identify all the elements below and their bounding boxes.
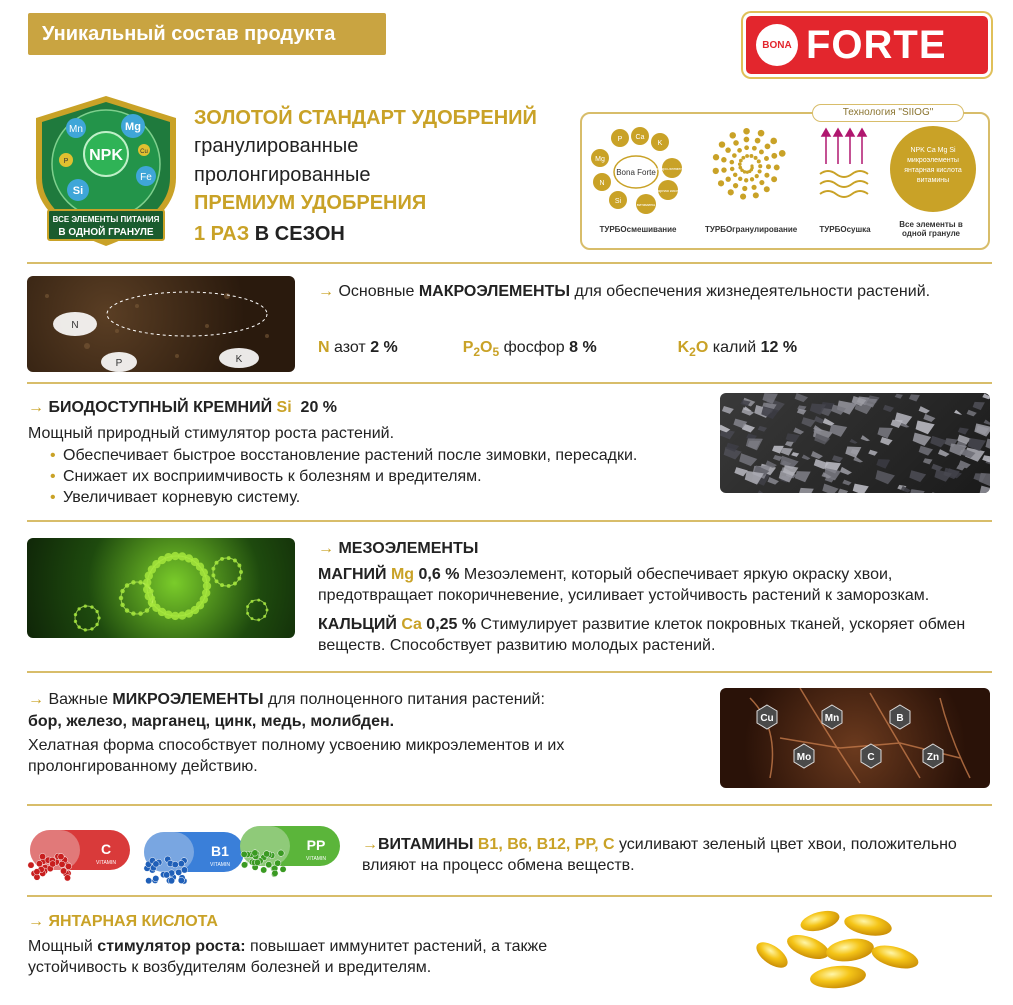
divider [27, 262, 992, 264]
macro-values [318, 337, 978, 363]
silicon-description: Мощный природный стимулятор роста растений. [28, 425, 395, 442]
divider [27, 895, 992, 897]
svg-text:Mg: Mg [125, 121, 141, 133]
svg-text:Fe: Fe [140, 172, 152, 183]
hex-mn [822, 705, 842, 729]
vitamins-text: →ВИТАМИНЫ B1, B6, B12, PP, C усиливают зеленый цвет хвои, положительно влияют на процесс обмена веществ. [362, 836, 957, 874]
divider [27, 804, 992, 806]
phosphorus-value: $P_2O_5$ фосфор 8 % [462, 339, 597, 360]
technology-tag: Технология "SIIOG" [812, 104, 964, 122]
calcium-text: КАЛЬЦИЙ Ca 0,25 % Стимулирует развитие клеток покровных тканей, ускоряет обмен веществ. Способствует развитию молодых растений. [318, 616, 966, 654]
amber-capsules-image [750, 905, 930, 1000]
bona-forte-logo [743, 13, 991, 77]
soil-label-n: N [71, 320, 79, 331]
turbo-granulation-graphic [708, 126, 788, 206]
svg-text:VITAMIN: VITAMIN [210, 862, 230, 868]
svg-text:Mg: Mg [595, 156, 605, 163]
svg-text:В ОДНОЙ ГРАНУЛЕ: В ОДНОЙ ГРАНУЛЕ [58, 227, 154, 238]
roots-photo [720, 688, 990, 788]
silicon-crystals-photo [720, 393, 990, 493]
amber-description: Мощный стимулятор роста: повышает иммунитет растений, а также устойчивость к возбудителям болезней и вредителям. [28, 938, 548, 976]
intro-prolonged: пролонгированные [194, 164, 371, 186]
intro-once-per-season: 1 РАЗ В СЕЗОН [194, 223, 345, 245]
micro-intro: → Важные МИКРОЭЛЕМЕНТЫ для полноценного питания растений: [28, 691, 545, 708]
svg-text:Si: Si [614, 198, 622, 205]
hex-c [861, 744, 881, 768]
hex-zn [923, 744, 943, 768]
intro-block [194, 106, 574, 251]
intro-premium: ПРЕМИУМ УДОБРЕНИЯ [194, 192, 427, 214]
svg-text:K: K [657, 140, 663, 147]
divider [27, 382, 992, 384]
cells-photo [27, 538, 295, 638]
capsule-vitamin-b1 [144, 832, 244, 872]
svg-text:микро-элементы: микро-элементы [656, 166, 688, 171]
svg-text:Si: Si [72, 185, 84, 197]
intro-gold-standard: ЗОЛОТОЙ СТАНДАРТ УДОБРЕНИЙ [194, 107, 537, 129]
svg-text:Cu: Cu [140, 149, 148, 155]
caption-all-in-one: Все элементы в одной грануле [899, 220, 963, 238]
hex-mo [794, 744, 814, 768]
divider [27, 671, 992, 673]
logo-bona-badge: BONA [756, 24, 798, 66]
svg-text:Bona Forte: Bona Forte [616, 168, 656, 177]
amber-title: → ЯНТАРНАЯ КИСЛОТА [28, 913, 218, 930]
svg-text:VITAMIN: VITAMIN [96, 860, 116, 866]
soil-label-p: P [115, 358, 123, 369]
micro-list: бор, железо, марганец, цинк, медь, молибден. [28, 713, 395, 730]
svg-text:P: P [617, 136, 623, 143]
svg-text:витамины: витамины [636, 202, 656, 207]
svg-text:B1: B1 [211, 843, 229, 859]
svg-text:Cu: Cu [760, 713, 774, 724]
vitamin-capsules [26, 820, 346, 890]
nitrogen-value: N азот 2 % [318, 339, 398, 356]
silicon-bullets [48, 445, 728, 508]
micro-description: Хелатная форма способствует полному усвоению микроэлементов и их пролонгированному действию. [28, 737, 565, 775]
svg-text:N: N [599, 180, 605, 187]
npk-shield-emblem [26, 92, 186, 250]
shield-npk-text: NPK [89, 147, 123, 164]
svg-text:Mn: Mn [69, 124, 83, 135]
svg-text:Mn: Mn [824, 713, 840, 724]
section-title-tag: Уникальный состав продукта [28, 13, 386, 55]
magnesium-text: МАГНИЙ Mg 0,6 % Мезоэлемент, который обеспечивает яркую окраску хвои, предотвращает покоричневение, усиливает устойчивость растений к заморозкам. [318, 566, 930, 604]
svg-text:Ca: Ca [635, 134, 645, 141]
potassium-value: $K_2O$ калий 12 % [677, 339, 798, 360]
list-item: • Снижает их восприимчивость к болезням и вредителям. [48, 466, 728, 487]
svg-text:янтарная кислота: янтарная кислота [651, 188, 685, 193]
logo-forte-text: FORTE [806, 22, 947, 67]
macro-description: → Основные МАКРОЭЛЕМЕНТЫ для обеспечения жизнедеятельности растений. [318, 283, 931, 300]
caption-turbo-drying: ТУРБОсушка [819, 225, 871, 234]
caption-turbo-mixing: ТУРБОсмешивание [599, 225, 677, 234]
svg-text:C: C [867, 752, 875, 763]
svg-text:PP: PP [306, 837, 326, 853]
all-elements-circle: NPK Ca Mg Si микроэлементы янтарная кислота витамины [890, 126, 976, 212]
meso-title: → МЕЗОЭЛЕМЕНТЫ [318, 540, 479, 557]
turbo-drying-graphic [814, 126, 874, 206]
list-item: • Увеличивает корневую систему. [48, 487, 728, 508]
soil-photo [27, 276, 295, 372]
soil-label-k: K [235, 354, 243, 365]
caption-turbo-granulation: ТУРБОгранулирование [705, 225, 798, 234]
silicon-title: → БИОДОСТУПНЫЙ КРЕМНИЙ Si 20 % [28, 399, 338, 416]
turbo-mixing-graphic [588, 124, 688, 220]
list-item: • Обеспечивает быстрое восстановление растений после зимовки, пересадки. [48, 445, 728, 466]
hex-cu [757, 705, 777, 729]
svg-text:Zn: Zn [926, 752, 940, 763]
intro-granulated: гранулированные [194, 135, 359, 157]
divider [27, 520, 992, 522]
hex-b [890, 705, 910, 729]
svg-text:B: B [896, 713, 904, 724]
svg-text:C: C [100, 841, 112, 857]
svg-text:P: P [63, 158, 69, 165]
svg-text:VITAMIN: VITAMIN [306, 856, 326, 862]
svg-text:Mo: Mo [796, 752, 812, 763]
svg-text:ВСЕ ЭЛЕМЕНТЫ ПИТАНИЯ: ВСЕ ЭЛЕМЕНТЫ ПИТАНИЯ [52, 215, 160, 224]
